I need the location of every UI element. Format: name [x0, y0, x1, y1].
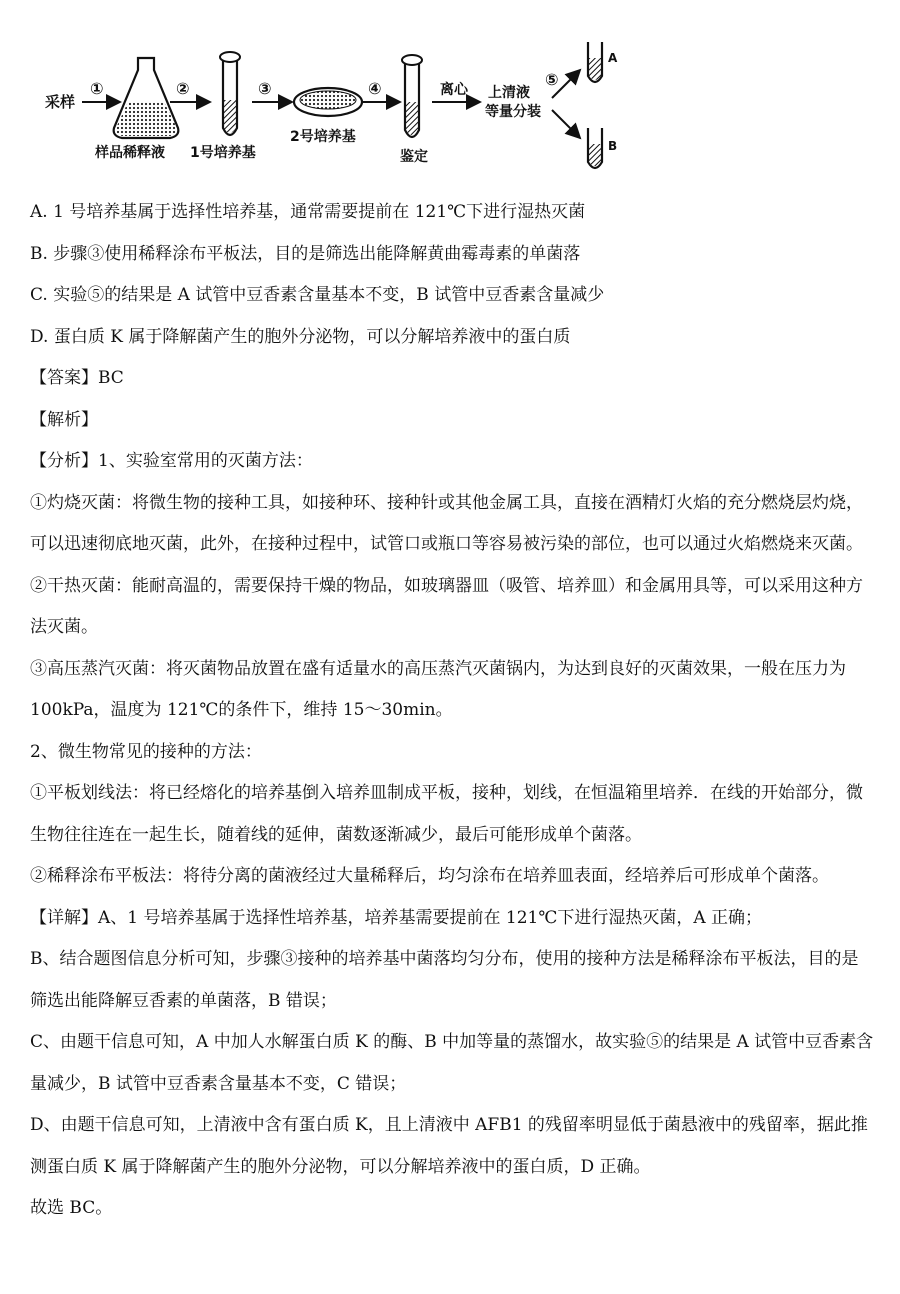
step-3-marker: ③ [258, 79, 272, 98]
test-tube-b [588, 128, 602, 168]
option-a: A. 1 号培养基属于选择性培养基，通常需要提前在 121℃下进行湿热灭菌 [30, 202, 586, 222]
sample-label: 采样 [45, 93, 76, 111]
analysis-intro: 【分析】1、实验室常用的灭菌方法： [30, 451, 313, 471]
conical-flask [114, 58, 179, 138]
medium-2-label: 2号培养基 [290, 129, 356, 145]
arrow-to-tube-b [552, 110, 580, 138]
step-4-marker: ④ [368, 79, 382, 98]
tube-a-label: A [608, 51, 618, 65]
option-c: C. 实验⑤的结果是 A 试管中豆香素含量基本不变，B 试管中豆香素含量减少 [30, 285, 605, 305]
medium-1-label: 1号培养基 [190, 145, 256, 161]
detail-a: 【详解】A、1 号培养基属于选择性培养基，培养基需要提前在 121℃下进行湿热灭菌，A 正确； [30, 907, 763, 928]
test-tube-identify [402, 55, 422, 137]
analysis-autoclave-sterilization: ③高压蒸汽灭菌：将灭菌物品放置在盛有适量水的高压蒸汽灭菌锅内，为达到良好的灭菌效果，一般在压力为 100kPa，温度为 121℃的条件下，维持 15～30min。 [30, 658, 846, 720]
detail-d: D、由题干信息可知，上清液中含有蛋白质 K，且上清液中 AFB1 的残留率明显低于菌悬液中的残留率，据此推测蛋白质 K 属于降解菌产生的胞外分泌物，可以分解培养液中的蛋白质，D 正确。 [30, 1115, 868, 1177]
test-tube-a [588, 42, 602, 82]
answer: 【答案】BC [30, 368, 124, 388]
petri-dish [294, 88, 362, 116]
analysis-dry-heat-sterilization: ②干热灭菌：能耐高温的，需要保持干燥的物品，如玻璃器皿（吸管、培养皿）和金属用具等，可以采用这种方法灭菌。 [30, 575, 863, 637]
step-5-marker: ⑤ [545, 70, 559, 89]
experiment-flow-diagram [40, 30, 640, 180]
detail-c: C、由题干信息可知，A 中加人水解蛋白质 K 的酶、B 中加等量的蒸馏水，故实验⑤的结果是 A 试管中豆香素含量减少，B 试管中豆香素含量基本不变，C 错误； [30, 1032, 874, 1094]
option-d: D. 蛋白质 K 属于降解菌产生的胞外分泌物，可以分解培养液中的蛋白质 [30, 326, 571, 347]
test-tube-1 [220, 52, 240, 135]
centrifuge-label: 离心 [440, 82, 468, 98]
analysis-flame-sterilization: ①灼烧灭菌：将微生物的接种工具，如接种环、接种针或其他金属工具，直接在酒精灯火焰的充分燃烧层灼烧，可以迅速彻底地灭菌，此外，在接种过程中，试管口或瓶口等容易被污染的部位，也可以通过火焰燃烧来灭菌。 [30, 492, 863, 554]
question-content [30, 192, 875, 1230]
detail-b: B、结合题图信息分析可知，步骤③接种的培养基中菌落均匀分布，使用的接种方法是稀释涂布平板法，目的是筛选出能降解豆香素的单菌落，B 错误； [30, 949, 859, 1011]
step-2-marker: ② [176, 79, 190, 98]
analysis-streak-plate: ①平板划线法：将已经熔化的培养基倒入培养皿制成平板，接种，划线，在恒温箱里培养．在线的开始部分，微生物往往连在一起生长，随着线的延伸，菌数逐渐减少，最后可能形成单个菌落。 [30, 783, 863, 845]
option-b: B. 步骤③使用稀释涂布平板法，目的是筛选出能降解黄曲霉毒素的单菌落 [30, 243, 581, 264]
supernatant-label: 上清液 [488, 85, 530, 101]
conclusion: 故选 BC。 [30, 1198, 113, 1218]
analysis-spread-plate: ②稀释涂布平板法：将待分离的菌液经过大量稀释后，均匀涂布在培养皿表面，经培养后可形成单个菌落。 [30, 866, 829, 886]
analysis-heading: 【解析】 [30, 409, 98, 430]
step-1-marker: ① [90, 79, 104, 98]
analysis-inoculation-intro: 2、微生物常见的接种的方法： [30, 741, 262, 762]
aliquot-label: 等量分装 [485, 104, 541, 120]
tube-b-label: B [608, 139, 618, 153]
flask-label: 样品稀释液 [95, 145, 165, 161]
identify-label: 鉴定 [400, 149, 428, 165]
